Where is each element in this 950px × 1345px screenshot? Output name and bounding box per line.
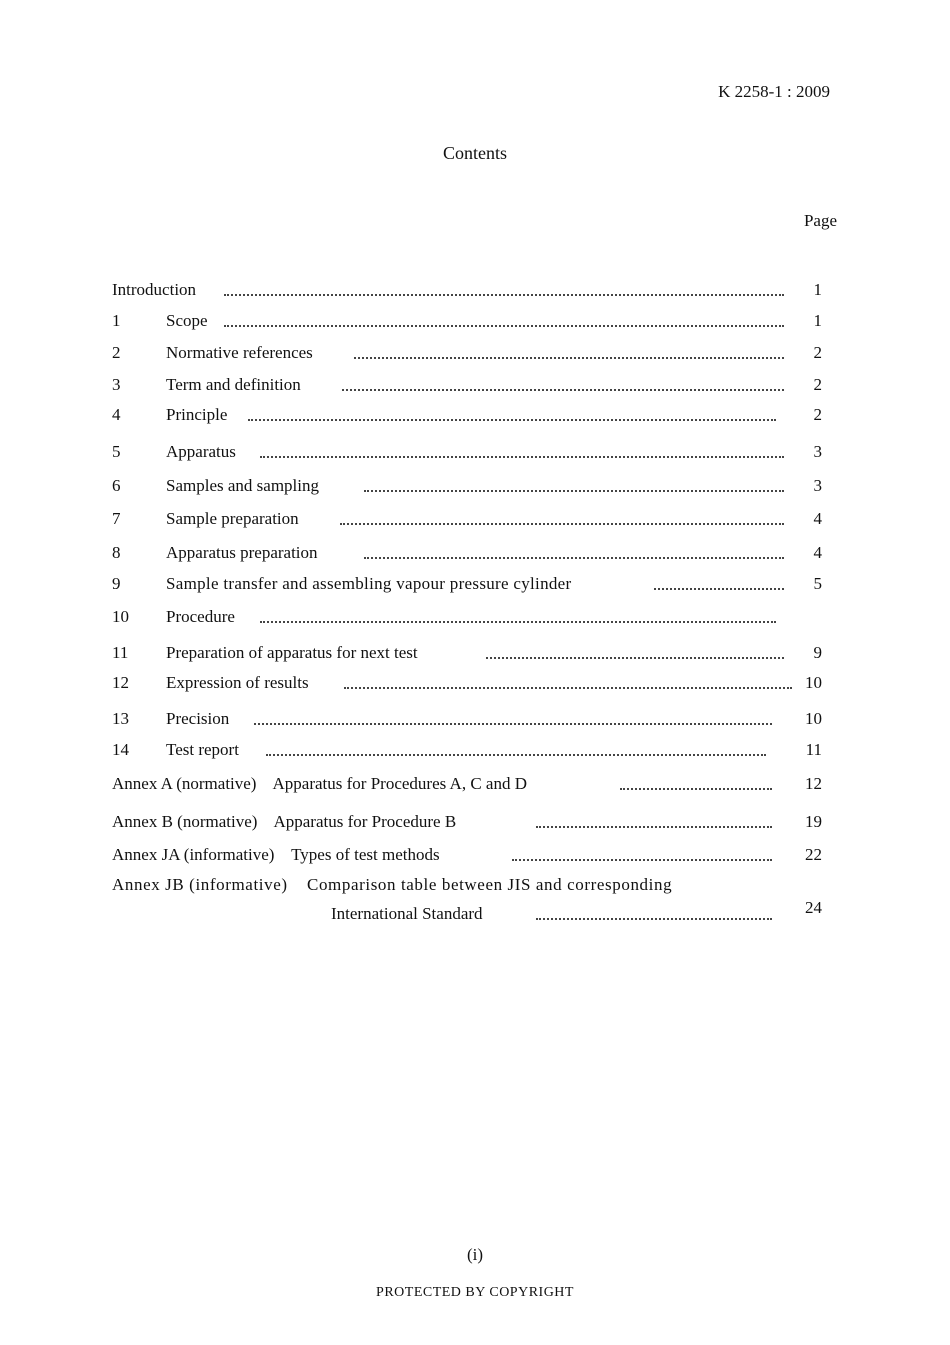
toc-entry-12[interactable]	[112, 673, 822, 699]
toc-label: Samples and sampling	[166, 476, 319, 495]
dot-leader	[486, 643, 784, 659]
toc-entry-annex-jb[interactable]	[112, 875, 822, 901]
toc-label: Sample preparation	[166, 509, 299, 528]
toc-page: 22	[805, 845, 822, 864]
copyright-notice: PROTECTED BY COPYRIGHT	[376, 1285, 574, 1300]
toc-entry-10[interactable]	[112, 607, 822, 633]
toc-page: 10	[805, 709, 822, 728]
toc-label: Expression of results	[166, 673, 309, 692]
dot-leader	[224, 311, 784, 327]
toc-label: Scope	[166, 311, 208, 330]
standard-number: K 2258-1 : 2009	[718, 82, 830, 101]
toc-entry-8[interactable]	[112, 543, 822, 569]
toc-label: Precision	[166, 709, 230, 728]
toc-label: Apparatus	[166, 442, 236, 461]
toc-page: 4	[813, 543, 822, 562]
toc-page: 1	[813, 311, 822, 330]
toc-entry-9[interactable]	[112, 574, 822, 600]
toc-number: 13	[112, 709, 129, 728]
page-title: Contents	[442, 143, 507, 163]
toc-label: Annex B (normative) Apparatus for Procedure B	[112, 812, 457, 831]
toc-page: 4	[813, 509, 822, 528]
toc-entry-14[interactable]	[112, 740, 822, 766]
toc-number: 3	[112, 375, 121, 394]
dot-leader	[536, 812, 772, 828]
toc-page: 12	[805, 774, 822, 793]
dot-leader	[344, 673, 792, 689]
toc-number: 4	[112, 405, 121, 424]
toc-label: Introduction	[112, 280, 197, 299]
dot-leader	[654, 574, 784, 590]
toc-page: 3	[813, 476, 822, 495]
toc-number: 5	[112, 442, 121, 461]
toc-page: 2	[813, 375, 822, 394]
dot-leader	[254, 709, 772, 725]
dot-leader	[224, 280, 784, 296]
dot-leader	[620, 774, 772, 790]
dot-leader	[248, 405, 776, 421]
dot-leader	[340, 509, 784, 525]
toc-entry-1[interactable]	[112, 311, 822, 337]
toc-page: 5	[813, 574, 822, 593]
toc-number: 9	[112, 574, 121, 593]
toc-label: Apparatus preparation	[166, 543, 318, 562]
toc-entry-11[interactable]	[112, 643, 822, 669]
dot-leader	[536, 904, 772, 920]
toc-number: 1	[112, 311, 121, 330]
toc-label: Annex JA (informative) Types of test methods	[112, 845, 440, 864]
toc-label: Procedure	[166, 607, 235, 626]
toc-label: International Standard	[331, 904, 483, 923]
toc-page: 10	[805, 673, 822, 692]
toc-number: 7	[112, 509, 121, 528]
toc-page: 1	[813, 280, 822, 299]
toc-page: 24	[805, 898, 822, 917]
dot-leader	[512, 845, 772, 861]
toc-page: 9	[813, 643, 822, 662]
toc-entry-7[interactable]	[112, 509, 822, 535]
toc-entry-introduction[interactable]	[112, 280, 822, 306]
toc-page: 19	[805, 812, 822, 831]
dot-leader	[354, 343, 784, 359]
toc-entry-6[interactable]	[112, 476, 822, 502]
toc-entry-5[interactable]	[112, 442, 822, 468]
page-column-heading: Page	[803, 211, 837, 230]
toc-number: 11	[112, 643, 129, 662]
toc-label: Annex A (normative) Apparatus for Procedures A, C and D	[112, 774, 527, 793]
toc-number: 14	[112, 740, 129, 759]
dot-leader	[260, 607, 776, 623]
toc-entry-4[interactable]	[112, 405, 822, 431]
footer-page-number: (i)	[466, 1245, 484, 1264]
toc-number: 10	[112, 607, 129, 626]
toc-label: Term and definition	[166, 375, 301, 394]
dot-leader	[266, 740, 766, 756]
toc-entry-annex-b[interactable]	[112, 812, 822, 838]
toc-number: 12	[112, 673, 129, 692]
dot-leader	[342, 375, 784, 391]
toc-entry-annex-ja[interactable]	[112, 845, 822, 871]
toc-label: Test report	[166, 740, 239, 759]
toc-entry-13[interactable]	[112, 709, 822, 735]
toc-label: Annex JB (informative) Comparison table between JIS and corresponding	[112, 875, 673, 894]
toc-number: 8	[112, 543, 121, 562]
toc-label: Normative references	[166, 343, 313, 362]
toc-entry-2[interactable]	[112, 343, 822, 369]
dot-leader	[260, 442, 784, 458]
toc-page: 2	[813, 343, 822, 362]
dot-leader	[364, 476, 784, 492]
toc-page: 3	[813, 442, 822, 461]
toc-entry-3[interactable]	[112, 375, 822, 401]
dot-leader	[364, 543, 784, 559]
toc-entry-annex-a[interactable]	[112, 774, 822, 800]
toc-page: 2	[813, 405, 822, 424]
toc-number: 6	[112, 476, 121, 495]
toc-entry-annex-jb-cont[interactable]	[112, 898, 822, 930]
toc-label: Preparation of apparatus for next test	[166, 643, 418, 662]
toc-label: Sample transfer and assembling vapour pressure cylinder	[166, 574, 572, 593]
toc-page: 11	[805, 740, 822, 759]
toc-number: 2	[112, 343, 121, 362]
toc-label: Principle	[166, 405, 228, 424]
